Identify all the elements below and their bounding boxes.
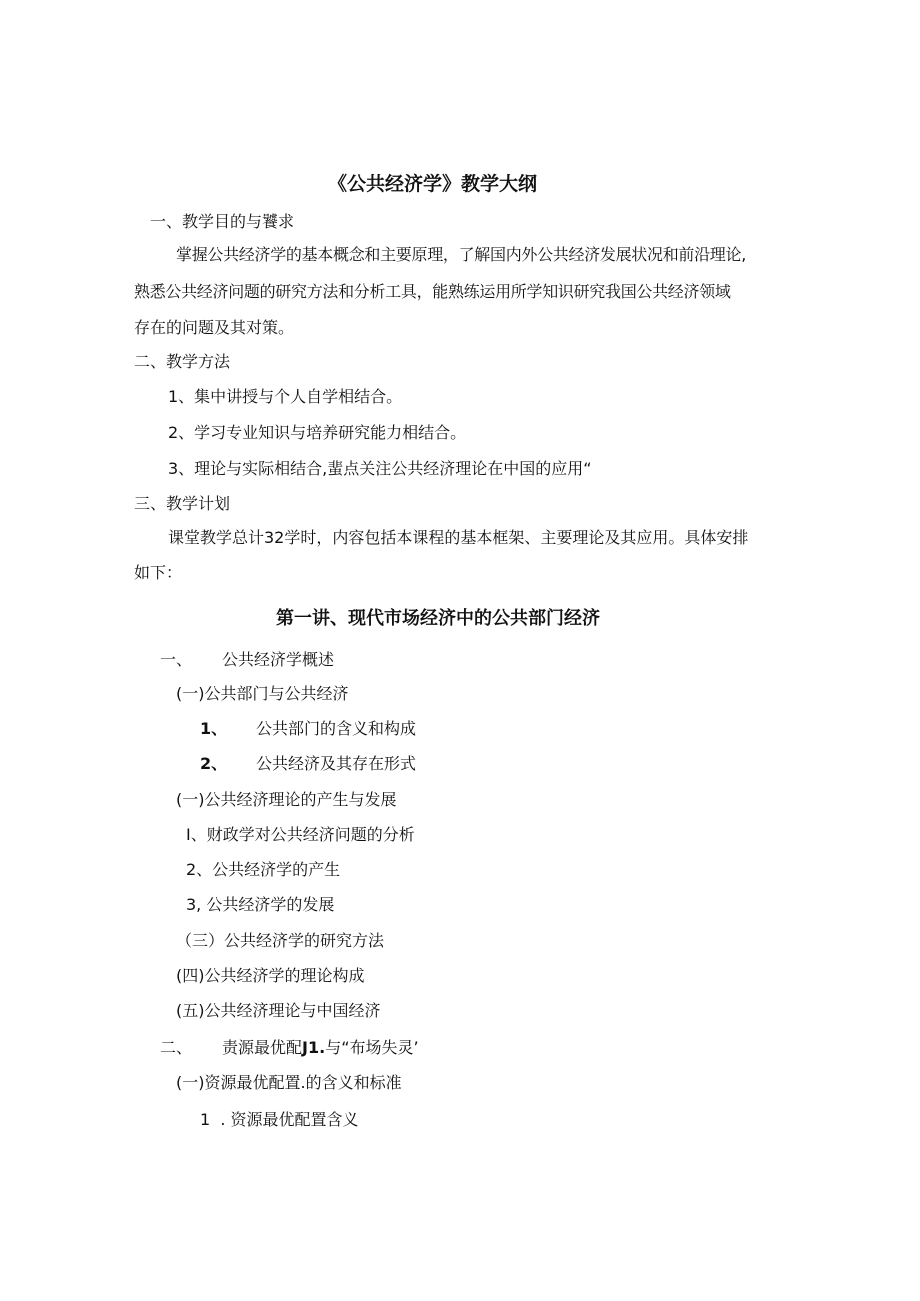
section-1-paragraph-line-1: 掌握公共经济学的基本概念和主要原理，了解国内外公共经济发展状况和前沿理论, <box>176 245 746 264</box>
outline-item: 公共部门的含义和构成 <box>256 719 417 738</box>
outline-subsection: (一)资源最优配置.的含义和标准 <box>176 1073 402 1092</box>
section-2-title-part: 责源最优配 <box>222 1038 303 1057</box>
outline-item-number: 2、 <box>200 754 228 773</box>
section-1-paragraph-line-2: 熟悉公共经济问题的研究方法和分析工具，能熟练运用所学知识研究我国公共经济领域 <box>134 282 731 301</box>
outline-subsection: （三）公共经济学的研究方法 <box>176 931 385 950</box>
lecture-1-section-2-marker: 二、 <box>160 1038 193 1057</box>
section-2-item: 1、集中讲授与个人自学相结合。 <box>168 387 403 406</box>
outline-item-number: 1、 <box>200 719 228 738</box>
section-3-paragraph-line-1: 课堂教学总计32学时，内容包括本课程的基本框架、主要理论及其应用。具体安排 <box>168 528 749 547</box>
outline-subsection: (四)公共经济学的理论构成 <box>176 966 365 985</box>
outline-item: 3, 公共经济学的发展 <box>186 895 335 914</box>
outline-item: 1 . 资源最优配置含义 <box>200 1110 359 1129</box>
outline-subsection: (一)公共经济理论的产生与发展 <box>176 790 397 809</box>
section-3-paragraph-line-2: 如下： <box>134 563 183 582</box>
section-2-title-part: J1. <box>302 1038 326 1057</box>
outline-item: 2、公共经济学的产生 <box>186 860 341 879</box>
outline-item: 公共经济及其存在形式 <box>256 754 417 773</box>
lecture-1-section-1-marker: 一、 <box>160 650 193 669</box>
section-2-title-part: 与“布场失灵’ <box>325 1038 419 1057</box>
outline-item: I、财政学对公共经济问题的分析 <box>186 825 415 844</box>
section-1-heading: 一、教学目的与饕求 <box>150 212 295 231</box>
section-2-item: 3、理论与实际相结合,蜚点关注公共经济理论在中国的应用“ <box>168 459 592 478</box>
document-title: 《公共经济学》教学大纲 <box>328 173 538 195</box>
outline-subsection: (一)公共部门与公共经济 <box>176 684 349 703</box>
lecture-1-title: 第一讲、现代市场经济中的公共部门经济 <box>276 608 600 629</box>
section-1-paragraph-line-3: 存在的问题及其对策。 <box>134 318 295 337</box>
section-2-heading: 二、教学方法 <box>134 352 231 371</box>
lecture-1-section-2-title <box>222 1038 419 1058</box>
section-2-item: 2、学习专业知识与培养研究能力相结合。 <box>168 423 467 442</box>
outline-subsection: (五)公共经济理论与中国经济 <box>176 1001 381 1020</box>
section-3-heading: 三、教学计划 <box>134 494 231 513</box>
lecture-1-section-1-title: 公共经济学概述 <box>222 650 335 669</box>
